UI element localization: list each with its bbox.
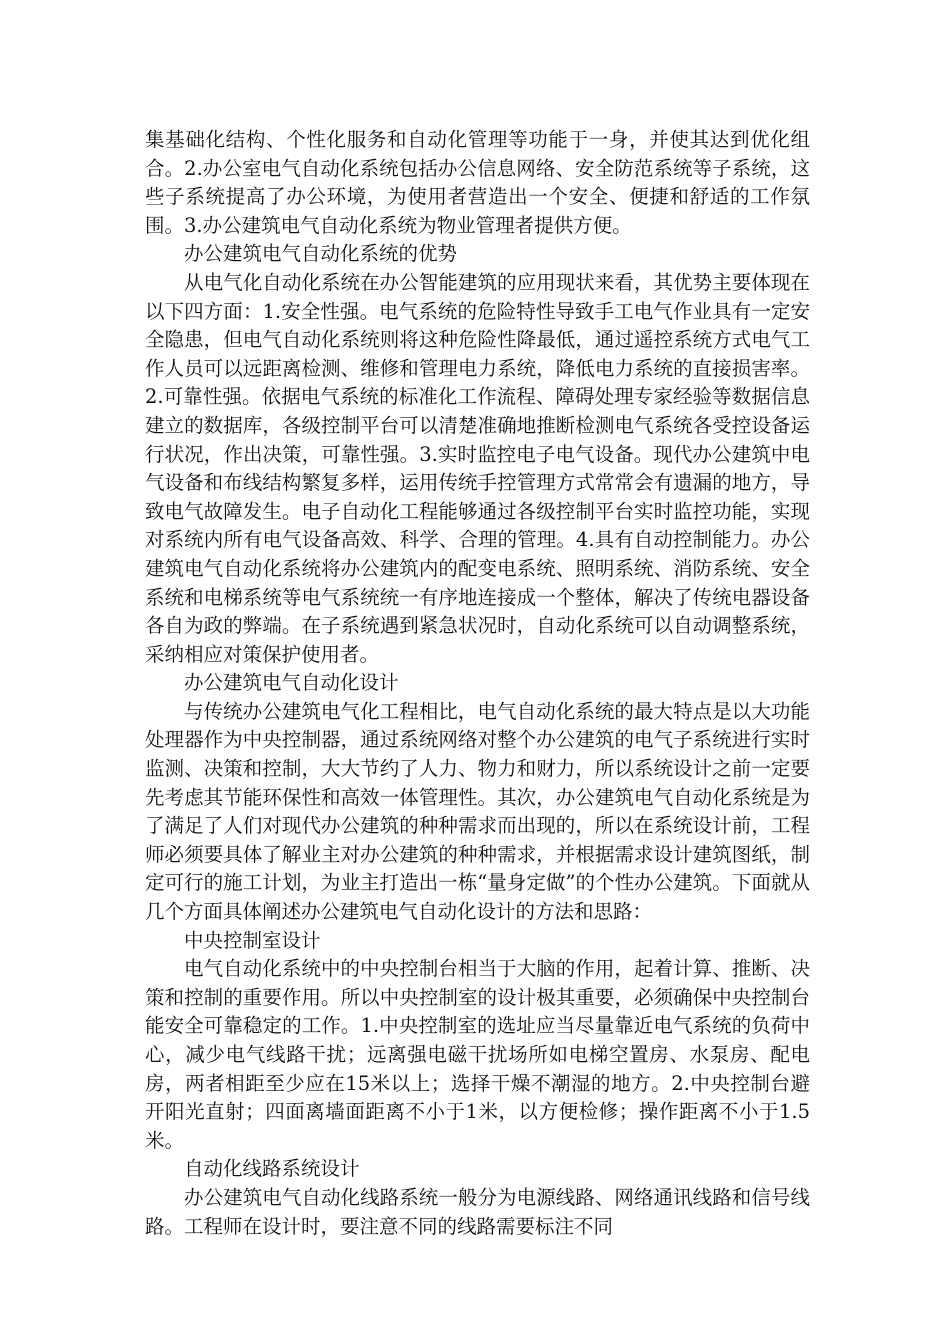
paragraph-advantages: 从电气化自动化系统在办公智能建筑的应用现状来看，其优势主要体现在以下四方面：1.安全性强。电气系统的危险特性导致手工电气作业具有一定安全隐患，但电气自动化系统则将这种危险性降最低，通过遥控系统方式电气工作人员可以远距离检测、维修和管理电力系统，降低电力系统的直接损害率。2.可靠性强。依据电气系统的标准化工作流程、障碍处理专家经验等数据信息建立的数据库，各级控制平台可以清楚准确地推断检测电气系统各受控设备运行状况，作出决策，可靠性强。3.实时监控电子电气设备。现代办公建筑中电气设备和布线结构繁复多样，运用传统手控管理方式常常会有遗漏的地方，导致电气故障发生。电子自动化工程能够通过各级控制平台实时监控功能，实现对系统内所有电气设备高效、科学、合理的管理。4.具有自动控制能力。办公建筑电气自动化系统将办公建筑内的配变电系统、照明系统、消防系统、安全系统和电梯系统等电气系统统一有序地连接成一个整体，解决了传统电器设备各自为政的弊端。在子系统遇到紧急状况时，自动化系统可以自动调整系统，采纳相应对策保护使用者。 — [145, 270, 810, 666]
paragraph-control-room: 电气自动化系统中的中央控制台相当于大脑的作用，起着计算、推断、决策和控制的重要作用。所以中央控制室的设计极其重要，必须确保中央控制台能安全可靠稳定的工作。1.中央控制室的选址应当尽量靠近电气系统的负荷中心，减少电气线路干扰；远离强电磁干扰场所如电梯空置房、水泵房、配电房，两者相距至少应在15米以上；选择干燥不潮湿的地方。2.中央控制台避开阳光直射；四面离墙面距离不小于1米，以方便检修；操作距离不小于1.5米。 — [145, 957, 810, 1152]
section-heading-control-room: 中央控制室设计 — [184, 928, 321, 952]
document-body — [145, 126, 810, 1241]
paragraph-intro-continuation: 集基础化结构、个性化服务和自动化管理等功能于一身，并使其达到优化组合。2.办公室电气自动化系统包括办公信息网络、安全防范系统等子系统，这些子系统提高了办公环境，为使用者营造出一个安全、便捷和舒适的工作氛围。3.办公建筑电气自动化系统为物业管理者提供方便。 — [145, 128, 810, 237]
paragraph-design: 与传统办公建筑电气化工程相比，电气自动化系统的最大特点是以大功能处理器作为中央控制器，通过系统网络对整个办公建筑的电气子系统进行实时监测、决策和控制，大大节约了人力、物力和财力，所以系统设计之前一定要先考虑其节能环保性和高效一体管理性。其次，办公建筑电气自动化系统是为了满足了人们对现代办公建筑的种种需求而出现的，所以在系统设计前，工程师必须要具体了解业主对办公建筑的种种需求，并根据需求设计建筑图纸，制定可行的施工计划，为业主打造出一栋“量身定做”的个性办公建筑。下面就从几个方面具体阐述办公建筑电气自动化设计的方法和思路： — [145, 699, 810, 924]
section-heading-wiring: 自动化线路系统设计 — [184, 1157, 360, 1181]
section-heading-advantages: 办公建筑电气自动化系统的优势 — [184, 242, 458, 266]
paragraph-wiring: 办公建筑电气自动化线路系统一般分为电源线路、网络通讯线路和信号线路。工程师在设计时，要注意不同的线路需要标注不同 — [145, 1185, 810, 1238]
section-heading-design: 办公建筑电气自动化设计 — [184, 671, 399, 695]
